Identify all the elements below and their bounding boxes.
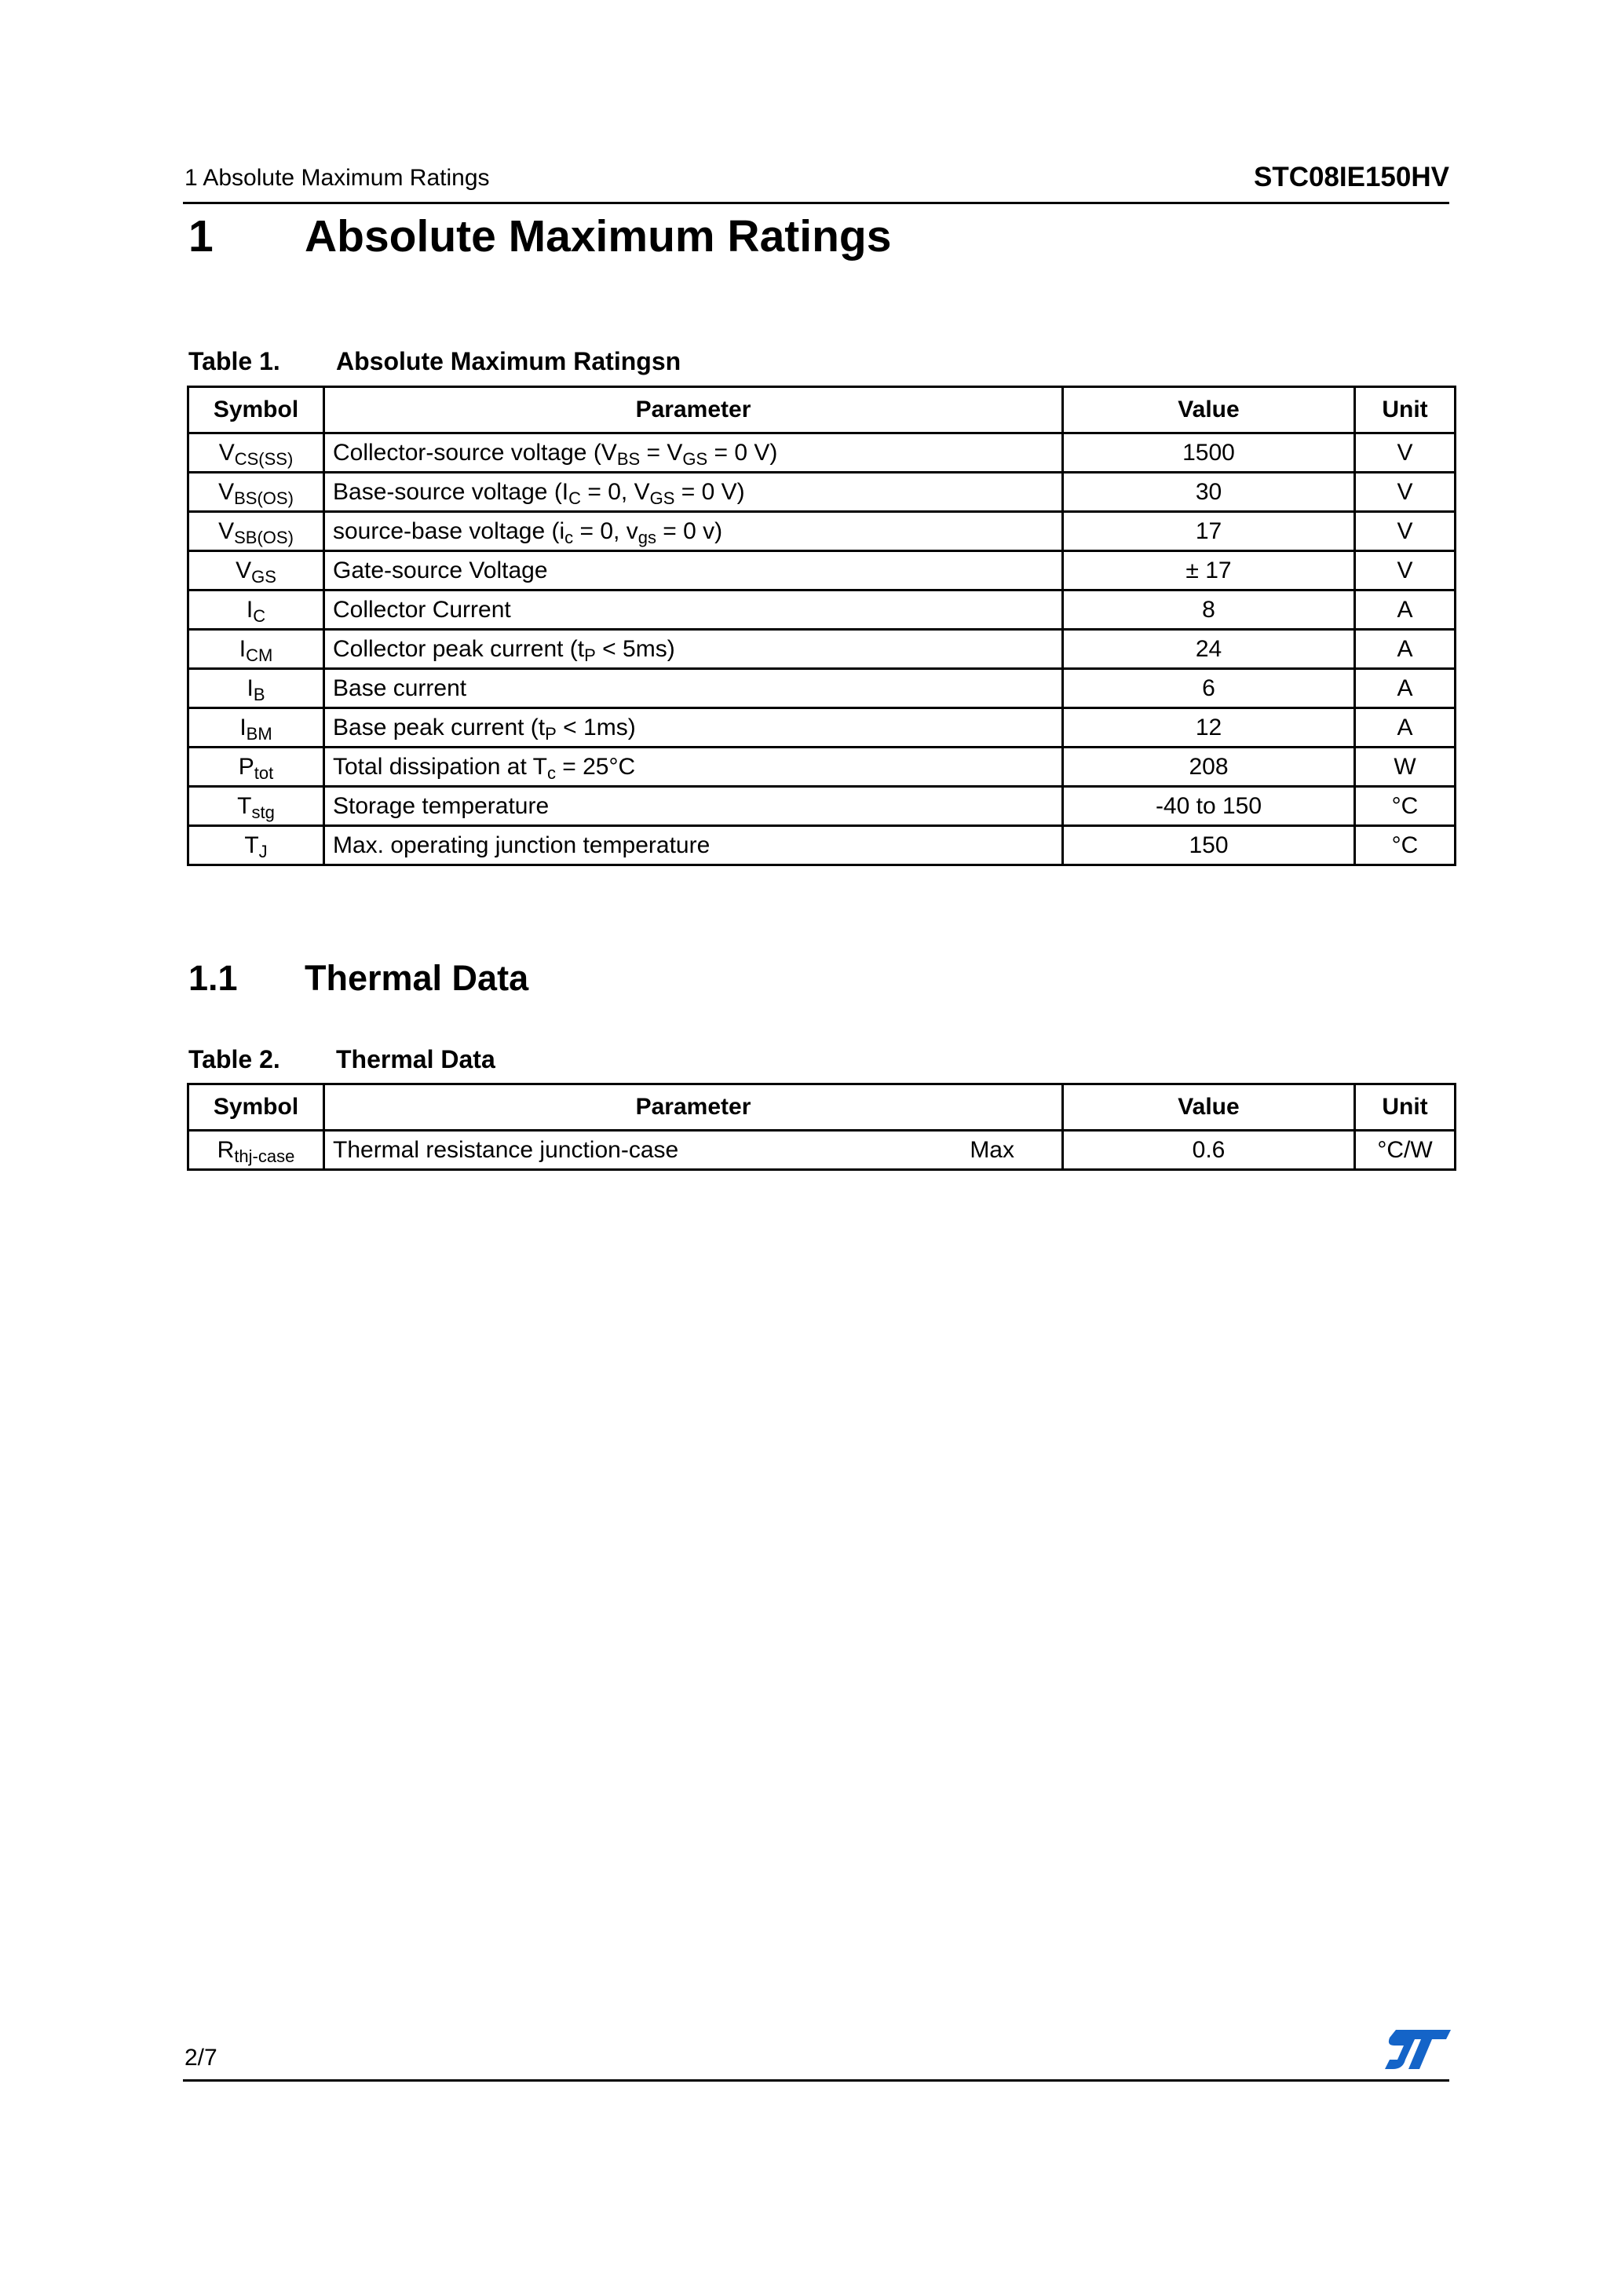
symbol-subscript: SB(OS) [234,527,294,547]
parameter-cell: Storage temperature [324,787,1063,826]
column-header-unit: Unit [1355,1084,1456,1131]
running-header-section: 1 Absolute Maximum Ratings [184,165,490,191]
table-row [188,512,1456,551]
symbol-cell: $V_{SB(OS)}$ [188,512,324,551]
symbol-subscript: GS [251,566,276,587]
value-cell: 1500 [1063,433,1355,473]
column-header-parameter: Parameter [324,1084,1063,1131]
symbol-cell: $T_J$ [188,826,324,865]
table1-caption-number: Table 1. [188,347,280,375]
symbol-cell: $V_{BS(OS)}$ [188,473,324,512]
parameter-subscript: BS [616,448,641,469]
parameter-subscript: P [545,723,557,744]
symbol-cell: $I_{BM}$ [188,708,324,748]
symbol-subscript: stg [251,802,275,822]
parameter-cell: Total dissipation at $T_c = 25^\circ C$ [324,748,1063,787]
subsection-number: 1.1 [188,958,238,998]
symbol-cell: $V_{GS}$ [188,551,324,590]
parameter-cell: source-base voltage ($i_c = 0$, $v_{gs} = 0$ v) [324,512,1063,551]
parameter-cell [324,1131,1063,1170]
table-row [188,1131,1456,1170]
value-cell: ± 17 [1063,551,1355,590]
table2-body [188,1131,1456,1170]
value-cell: 12 [1063,708,1355,748]
table-row [188,787,1456,826]
table-row [188,473,1456,512]
value-cell: 150 [1063,826,1355,865]
table1-caption-title: Absolute Maximum Ratingsn [336,347,681,375]
parameter-text: Thermal resistance junction-case [333,1136,679,1163]
unit-cell: °C [1355,826,1456,865]
parameter-cell: Collector peak current $(t_P < 5ms)$ [324,630,1063,669]
symbol-cell: $I_{CM}$ [188,630,324,669]
table-header-row [188,1084,1456,1131]
unit-cell: A [1355,669,1456,708]
parameter-cell: Collector-source voltage ($V_{BS} = V_{GS} = 0$ V) [324,433,1063,473]
column-header-parameter: Parameter [324,387,1063,433]
column-header-value: Value [1063,387,1355,433]
unit-cell: V [1355,433,1456,473]
unit-cell: A [1355,630,1456,669]
parameter-subscript: gs [637,527,656,547]
table-row [188,551,1456,590]
table-row [188,669,1456,708]
unit-cell: A [1355,708,1456,748]
unit-cell: A [1355,590,1456,630]
value-cell: 0.6 [1063,1131,1355,1170]
absolute-maximum-ratings-table [187,386,1456,866]
parameter-subscript: GS [649,488,675,508]
table-header-row [188,387,1456,433]
symbol-subscript: CS(SS) [234,448,294,469]
parameter-cell: Gate-source Voltage [324,551,1063,590]
header-rule [183,202,1449,204]
section-title: Absolute Maximum Ratings [305,211,892,261]
value-cell: 6 [1063,669,1355,708]
value-cell: 208 [1063,748,1355,787]
parameter-subscript: C [568,488,582,508]
unit-cell: V [1355,473,1456,512]
column-header-symbol: Symbol [188,1084,324,1131]
unit-cell: V [1355,551,1456,590]
value-cell: 17 [1063,512,1355,551]
subsection-title: Thermal Data [305,958,529,998]
parameter-cell: Base current [324,669,1063,708]
table1-body [188,433,1456,865]
parameter-subscript: P [584,645,596,665]
page-number: 2/7 [184,2045,217,2071]
table-row [188,748,1456,787]
table-row [188,826,1456,865]
symbol-cell: $T_{stg}$ [188,787,324,826]
table2-caption-title: Thermal Data [336,1045,495,1073]
footer-rule [183,2079,1449,2082]
parameter-subscript: c [546,762,556,783]
thermal-data-table [187,1083,1456,1171]
table-row [188,433,1456,473]
parameter-cell: Max. operating junction temperature [324,826,1063,865]
symbol-subscript: B [253,684,265,704]
symbol-cell: $V_{CS(SS)}$ [188,433,324,473]
symbol-subscript: BS(OS) [234,488,294,508]
table2-caption-number: Table 2. [188,1045,280,1073]
parameter-subscript: c [564,527,574,547]
symbol-cell: $P_{tot}$ [188,748,324,787]
value-cell: 24 [1063,630,1355,669]
symbol-cell: $I_C$ [188,590,324,630]
table-row [188,590,1456,630]
symbol-subscript: CM [246,645,273,665]
symbol-subscript: J [258,841,268,861]
parameter-cell: Base-source voltage ($I_C = 0$, $V_{GS} = 0$ V) [324,473,1063,512]
value-cell: 8 [1063,590,1355,630]
column-header-symbol: Symbol [188,387,324,433]
parameter-cell: Collector Current [324,590,1063,630]
parameter-cell: Base peak current $(t_P < 1ms)$ [324,708,1063,748]
table-row [188,708,1456,748]
st-logo-icon [1385,2028,1452,2071]
symbol-subscript: BM [246,723,272,744]
symbol-cell: $I_B$ [188,669,324,708]
symbol-cell: $R_{thj-case}$ [188,1131,324,1170]
symbol-subscript: thj-case [234,1146,295,1166]
value-cell: 30 [1063,473,1355,512]
running-header-part-number: STC08IE150HV [1253,162,1449,192]
value-cell: -40 to 150 [1063,787,1355,826]
unit-cell: °C/W [1355,1131,1456,1170]
unit-cell: W [1355,748,1456,787]
column-header-value: Value [1063,1084,1355,1131]
parameter-subscript: GS [682,448,708,469]
parameter-qualifier: Max [970,1136,1014,1163]
column-header-unit: Unit [1355,387,1456,433]
table-row [188,630,1456,669]
section-number: 1 [188,211,214,261]
symbol-subscript: C [253,605,266,626]
symbol-subscript: tot [254,762,274,783]
unit-cell: V [1355,512,1456,551]
unit-cell: °C [1355,787,1456,826]
